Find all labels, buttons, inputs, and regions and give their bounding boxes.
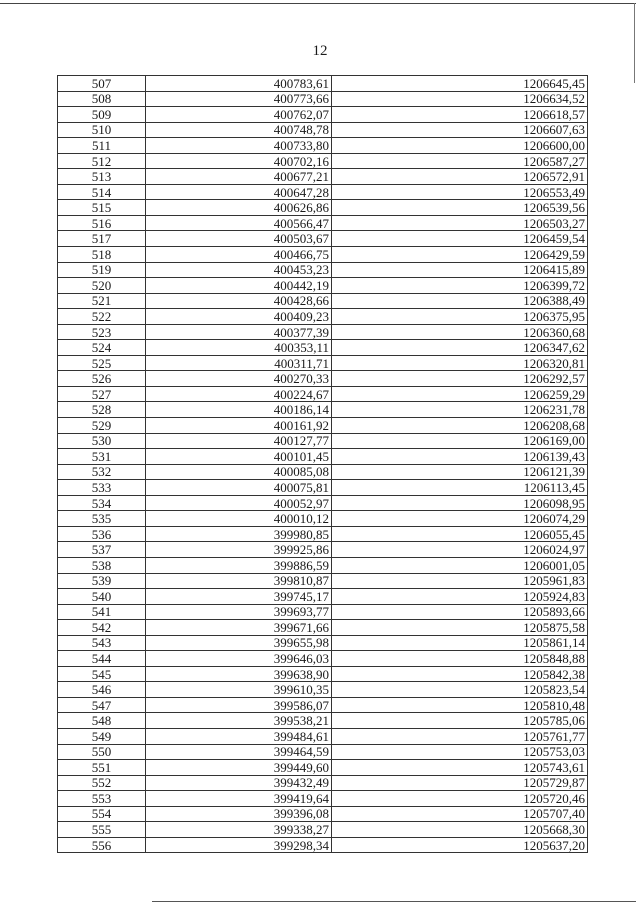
x-coordinate-cell: 399646,03	[146, 651, 332, 667]
table-row	[58, 666, 588, 682]
x-coordinate-cell: 399396,08	[146, 806, 332, 822]
point-number-cell: 539	[58, 573, 146, 589]
x-coordinate-cell: 400353,11	[146, 340, 332, 356]
x-coordinate-cell: 399298,34	[146, 837, 332, 853]
x-coordinate-cell: 400186,14	[146, 402, 332, 418]
table-row	[58, 138, 588, 154]
y-coordinate-cell: 1206587,27	[332, 153, 588, 169]
table-row	[58, 760, 588, 776]
table-row	[58, 278, 588, 294]
table-row	[58, 402, 588, 418]
table-row	[58, 775, 588, 791]
y-coordinate-cell: 1206539,56	[332, 200, 588, 216]
table-row	[58, 324, 588, 340]
coordinates-table	[57, 75, 588, 853]
table-row	[58, 495, 588, 511]
point-number-cell: 526	[58, 371, 146, 387]
x-coordinate-cell: 399671,66	[146, 620, 332, 636]
y-coordinate-cell: 1206259,29	[332, 386, 588, 402]
table-row	[58, 464, 588, 480]
table-row	[58, 169, 588, 185]
y-coordinate-cell: 1206607,63	[332, 122, 588, 138]
x-coordinate-cell: 400626,86	[146, 200, 332, 216]
x-coordinate-cell: 399745,17	[146, 589, 332, 605]
y-coordinate-cell: 1206055,45	[332, 526, 588, 542]
point-number-cell: 517	[58, 231, 146, 247]
point-number-cell: 542	[58, 620, 146, 636]
y-coordinate-cell: 1206074,29	[332, 511, 588, 527]
point-number-cell: 552	[58, 775, 146, 791]
table-row	[58, 433, 588, 449]
point-number-cell: 555	[58, 822, 146, 838]
point-number-cell: 508	[58, 91, 146, 107]
point-number-cell: 536	[58, 526, 146, 542]
table-row	[58, 542, 588, 558]
table-row	[58, 91, 588, 107]
x-coordinate-cell: 399419,64	[146, 791, 332, 807]
x-coordinate-cell: 399449,60	[146, 760, 332, 776]
x-coordinate-cell: 400773,66	[146, 91, 332, 107]
y-coordinate-cell: 1205848,88	[332, 651, 588, 667]
table-row	[58, 806, 588, 822]
x-coordinate-cell: 400428,66	[146, 293, 332, 309]
point-number-cell: 556	[58, 837, 146, 853]
y-coordinate-cell: 1206121,39	[332, 464, 588, 480]
x-coordinate-cell: 400647,28	[146, 184, 332, 200]
x-coordinate-cell: 400677,21	[146, 169, 332, 185]
y-coordinate-cell: 1205924,83	[332, 589, 588, 605]
y-coordinate-cell: 1206139,43	[332, 449, 588, 465]
table-row	[58, 293, 588, 309]
point-number-cell: 512	[58, 153, 146, 169]
x-coordinate-cell: 399538,21	[146, 713, 332, 729]
x-coordinate-cell: 400748,78	[146, 122, 332, 138]
table-row	[58, 200, 588, 216]
y-coordinate-cell: 1205823,54	[332, 682, 588, 698]
x-coordinate-cell: 400503,67	[146, 231, 332, 247]
table-row	[58, 589, 588, 605]
point-number-cell: 537	[58, 542, 146, 558]
table-row	[58, 215, 588, 231]
y-coordinate-cell: 1206208,68	[332, 418, 588, 434]
point-number-cell: 551	[58, 760, 146, 776]
table-row	[58, 107, 588, 123]
x-coordinate-cell: 400101,45	[146, 449, 332, 465]
x-coordinate-cell: 400270,33	[146, 371, 332, 387]
scan-bottom-border	[152, 901, 636, 902]
table-row	[58, 247, 588, 263]
page-number: 12	[312, 43, 328, 59]
x-coordinate-cell: 399810,87	[146, 573, 332, 589]
table-row	[58, 526, 588, 542]
table-row	[58, 449, 588, 465]
table-row	[58, 651, 588, 667]
point-number-cell: 546	[58, 682, 146, 698]
table-row	[58, 604, 588, 620]
x-coordinate-cell: 400052,97	[146, 495, 332, 511]
y-coordinate-cell: 1206320,81	[332, 355, 588, 371]
y-coordinate-cell: 1205893,66	[332, 604, 588, 620]
point-number-cell: 513	[58, 169, 146, 185]
coordinates-table-body	[58, 76, 588, 853]
table-row	[58, 573, 588, 589]
x-coordinate-cell: 400762,07	[146, 107, 332, 123]
x-coordinate-cell: 399886,59	[146, 557, 332, 573]
x-coordinate-cell: 400466,75	[146, 247, 332, 263]
table-row	[58, 371, 588, 387]
y-coordinate-cell: 1206360,68	[332, 324, 588, 340]
x-coordinate-cell: 400783,61	[146, 76, 332, 92]
table-row	[58, 791, 588, 807]
y-coordinate-cell: 1206503,27	[332, 215, 588, 231]
point-number-cell: 509	[58, 107, 146, 123]
x-coordinate-cell: 400127,77	[146, 433, 332, 449]
y-coordinate-cell: 1206645,45	[332, 76, 588, 92]
x-coordinate-cell: 399432,49	[146, 775, 332, 791]
table-row	[58, 620, 588, 636]
x-coordinate-cell: 399655,98	[146, 635, 332, 651]
table-row	[58, 557, 588, 573]
x-coordinate-cell: 400161,92	[146, 418, 332, 434]
table-row	[58, 340, 588, 356]
y-coordinate-cell: 1206388,49	[332, 293, 588, 309]
table-row	[58, 231, 588, 247]
table-row	[58, 635, 588, 651]
point-number-cell: 532	[58, 464, 146, 480]
point-number-cell: 543	[58, 635, 146, 651]
point-number-cell: 523	[58, 324, 146, 340]
point-number-cell: 511	[58, 138, 146, 154]
x-coordinate-cell: 400702,16	[146, 153, 332, 169]
x-coordinate-cell: 400010,12	[146, 511, 332, 527]
point-number-cell: 510	[58, 122, 146, 138]
point-number-cell: 541	[58, 604, 146, 620]
point-number-cell: 540	[58, 589, 146, 605]
x-coordinate-cell: 399693,77	[146, 604, 332, 620]
x-coordinate-cell: 400377,39	[146, 324, 332, 340]
scan-top-border	[0, 3, 636, 4]
y-coordinate-cell: 1206553,49	[332, 184, 588, 200]
table-row	[58, 153, 588, 169]
x-coordinate-cell: 399610,35	[146, 682, 332, 698]
point-number-cell: 525	[58, 355, 146, 371]
point-number-cell: 545	[58, 666, 146, 682]
table-row	[58, 355, 588, 371]
table-row	[58, 386, 588, 402]
point-number-cell: 549	[58, 728, 146, 744]
x-coordinate-cell: 400733,80	[146, 138, 332, 154]
point-number-cell: 554	[58, 806, 146, 822]
table-row	[58, 122, 588, 138]
x-coordinate-cell: 400442,19	[146, 278, 332, 294]
table-row	[58, 309, 588, 325]
table-row	[58, 837, 588, 853]
y-coordinate-cell: 1205761,77	[332, 728, 588, 744]
y-coordinate-cell: 1206024,97	[332, 542, 588, 558]
point-number-cell: 515	[58, 200, 146, 216]
point-number-cell: 538	[58, 557, 146, 573]
x-coordinate-cell: 400311,71	[146, 355, 332, 371]
x-coordinate-cell: 400409,23	[146, 309, 332, 325]
y-coordinate-cell: 1206459,54	[332, 231, 588, 247]
table-row	[58, 744, 588, 760]
y-coordinate-cell: 1205961,83	[332, 573, 588, 589]
x-coordinate-cell: 399980,85	[146, 526, 332, 542]
x-coordinate-cell: 399638,90	[146, 666, 332, 682]
y-coordinate-cell: 1206618,57	[332, 107, 588, 123]
table-row	[58, 682, 588, 698]
y-coordinate-cell: 1205720,46	[332, 791, 588, 807]
table-row	[58, 697, 588, 713]
y-coordinate-cell: 1205842,38	[332, 666, 588, 682]
table-row	[58, 511, 588, 527]
point-number-cell: 535	[58, 511, 146, 527]
x-coordinate-cell: 400085,08	[146, 464, 332, 480]
point-number-cell: 548	[58, 713, 146, 729]
y-coordinate-cell: 1206113,45	[332, 480, 588, 496]
point-number-cell: 533	[58, 480, 146, 496]
x-coordinate-cell: 400075,81	[146, 480, 332, 496]
y-coordinate-cell: 1206415,89	[332, 262, 588, 278]
point-number-cell: 518	[58, 247, 146, 263]
y-coordinate-cell: 1206429,59	[332, 247, 588, 263]
point-number-cell: 547	[58, 697, 146, 713]
y-coordinate-cell: 1206169,00	[332, 433, 588, 449]
point-number-cell: 524	[58, 340, 146, 356]
y-coordinate-cell: 1206098,95	[332, 495, 588, 511]
y-coordinate-cell: 1205785,06	[332, 713, 588, 729]
y-coordinate-cell: 1205875,58	[332, 620, 588, 636]
point-number-cell: 528	[58, 402, 146, 418]
point-number-cell: 527	[58, 386, 146, 402]
point-number-cell: 507	[58, 76, 146, 92]
table-row	[58, 713, 588, 729]
x-coordinate-cell: 399925,86	[146, 542, 332, 558]
y-coordinate-cell: 1206600,00	[332, 138, 588, 154]
y-coordinate-cell: 1205810,48	[332, 697, 588, 713]
y-coordinate-cell: 1205707,40	[332, 806, 588, 822]
point-number-cell: 521	[58, 293, 146, 309]
table-row	[58, 480, 588, 496]
y-coordinate-cell: 1206572,91	[332, 169, 588, 185]
x-coordinate-cell: 400224,67	[146, 386, 332, 402]
y-coordinate-cell: 1205729,87	[332, 775, 588, 791]
table-row	[58, 822, 588, 838]
y-coordinate-cell: 1206375,95	[332, 309, 588, 325]
point-number-cell: 520	[58, 278, 146, 294]
table-row	[58, 418, 588, 434]
point-number-cell: 514	[58, 184, 146, 200]
x-coordinate-cell: 399464,59	[146, 744, 332, 760]
point-number-cell: 553	[58, 791, 146, 807]
x-coordinate-cell: 399338,27	[146, 822, 332, 838]
x-coordinate-cell: 399484,61	[146, 728, 332, 744]
point-number-cell: 519	[58, 262, 146, 278]
y-coordinate-cell: 1206001,05	[332, 557, 588, 573]
point-number-cell: 534	[58, 495, 146, 511]
point-number-cell: 522	[58, 309, 146, 325]
y-coordinate-cell: 1206292,57	[332, 371, 588, 387]
table-row	[58, 76, 588, 92]
table-row	[58, 728, 588, 744]
x-coordinate-cell: 399586,07	[146, 697, 332, 713]
y-coordinate-cell: 1205753,03	[332, 744, 588, 760]
y-coordinate-cell: 1206231,78	[332, 402, 588, 418]
y-coordinate-cell: 1206399,72	[332, 278, 588, 294]
y-coordinate-cell: 1205743,61	[332, 760, 588, 776]
table-row	[58, 262, 588, 278]
point-number-cell: 544	[58, 651, 146, 667]
y-coordinate-cell: 1206634,52	[332, 91, 588, 107]
x-coordinate-cell: 400566,47	[146, 215, 332, 231]
table-row	[58, 184, 588, 200]
point-number-cell: 530	[58, 433, 146, 449]
y-coordinate-cell: 1205668,30	[332, 822, 588, 838]
y-coordinate-cell: 1205861,14	[332, 635, 588, 651]
x-coordinate-cell: 400453,23	[146, 262, 332, 278]
point-number-cell: 516	[58, 215, 146, 231]
y-coordinate-cell: 1205637,20	[332, 837, 588, 853]
point-number-cell: 531	[58, 449, 146, 465]
y-coordinate-cell: 1206347,62	[332, 340, 588, 356]
point-number-cell: 550	[58, 744, 146, 760]
point-number-cell: 529	[58, 418, 146, 434]
